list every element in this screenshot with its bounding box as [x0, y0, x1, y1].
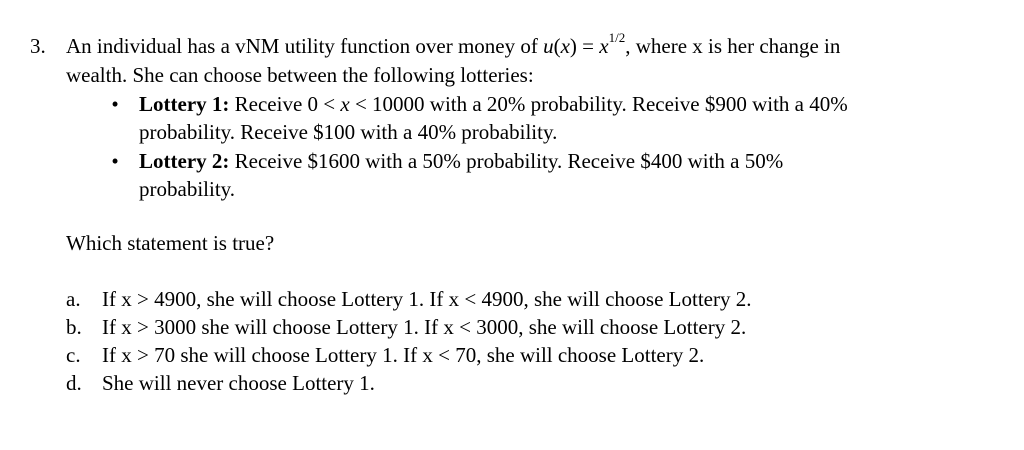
question-intro-tail: , where x is her change in — [625, 34, 841, 58]
answer-options — [66, 285, 751, 397]
option-text: If x > 4900, she will choose Lottery 1. If x < 4900, she will choose Lottery 2. — [102, 287, 752, 311]
lottery-2-item: • Lottery 2: Receive $1600 with a 50% probability. Receive $400 with a 50% probability. — [107, 147, 987, 203]
question-number: 3. — [30, 34, 46, 58]
option-d[interactable] — [66, 369, 751, 397]
lottery-1-item: • Lottery 1: Receive 0 < x < 10000 with a 20% probability. Receive $900 with a 40% probability. Receive $100 with a 40% probability. — [107, 90, 987, 146]
bullet-icon: • — [111, 149, 119, 173]
question-line-2: wealth. She can choose between the following lotteries: — [66, 63, 534, 87]
option-letter: b. — [66, 315, 82, 339]
lottery-2-label: Lottery 2: — [139, 149, 230, 173]
option-text: If x > 3000 she will choose Lottery 1. If x < 3000, she will choose Lottery 2. — [102, 315, 747, 339]
question-stem — [30, 26, 990, 90]
lottery-1-continuation: probability. Receive $100 with a 40% probability. — [139, 120, 558, 144]
option-c[interactable] — [66, 341, 751, 369]
utility-function: $u(x) = x^{1/2}$ — [543, 30, 626, 58]
option-b[interactable] — [66, 313, 751, 341]
option-text: If x > 70 she will choose Lottery 1. If x < 70, she will choose Lottery 2. — [102, 343, 705, 367]
question-line-1 — [30, 26, 990, 61]
option-a[interactable] — [66, 285, 751, 313]
question-intro: An individual has a vNM utility function over money of — [66, 34, 544, 58]
option-letter: c. — [66, 343, 81, 367]
option-letter: a. — [66, 287, 81, 311]
lottery-2-continuation: probability. — [139, 177, 236, 201]
option-letter: d. — [66, 371, 82, 395]
lottery-list — [107, 90, 987, 204]
question-prompt: Which statement is true? — [66, 231, 275, 255]
bullet-icon: • — [111, 92, 119, 116]
exponent: 1/2 — [608, 30, 626, 45]
option-text: She will never choose Lottery 1. — [102, 371, 375, 395]
lottery-1-label: Lottery 1: — [139, 92, 230, 116]
